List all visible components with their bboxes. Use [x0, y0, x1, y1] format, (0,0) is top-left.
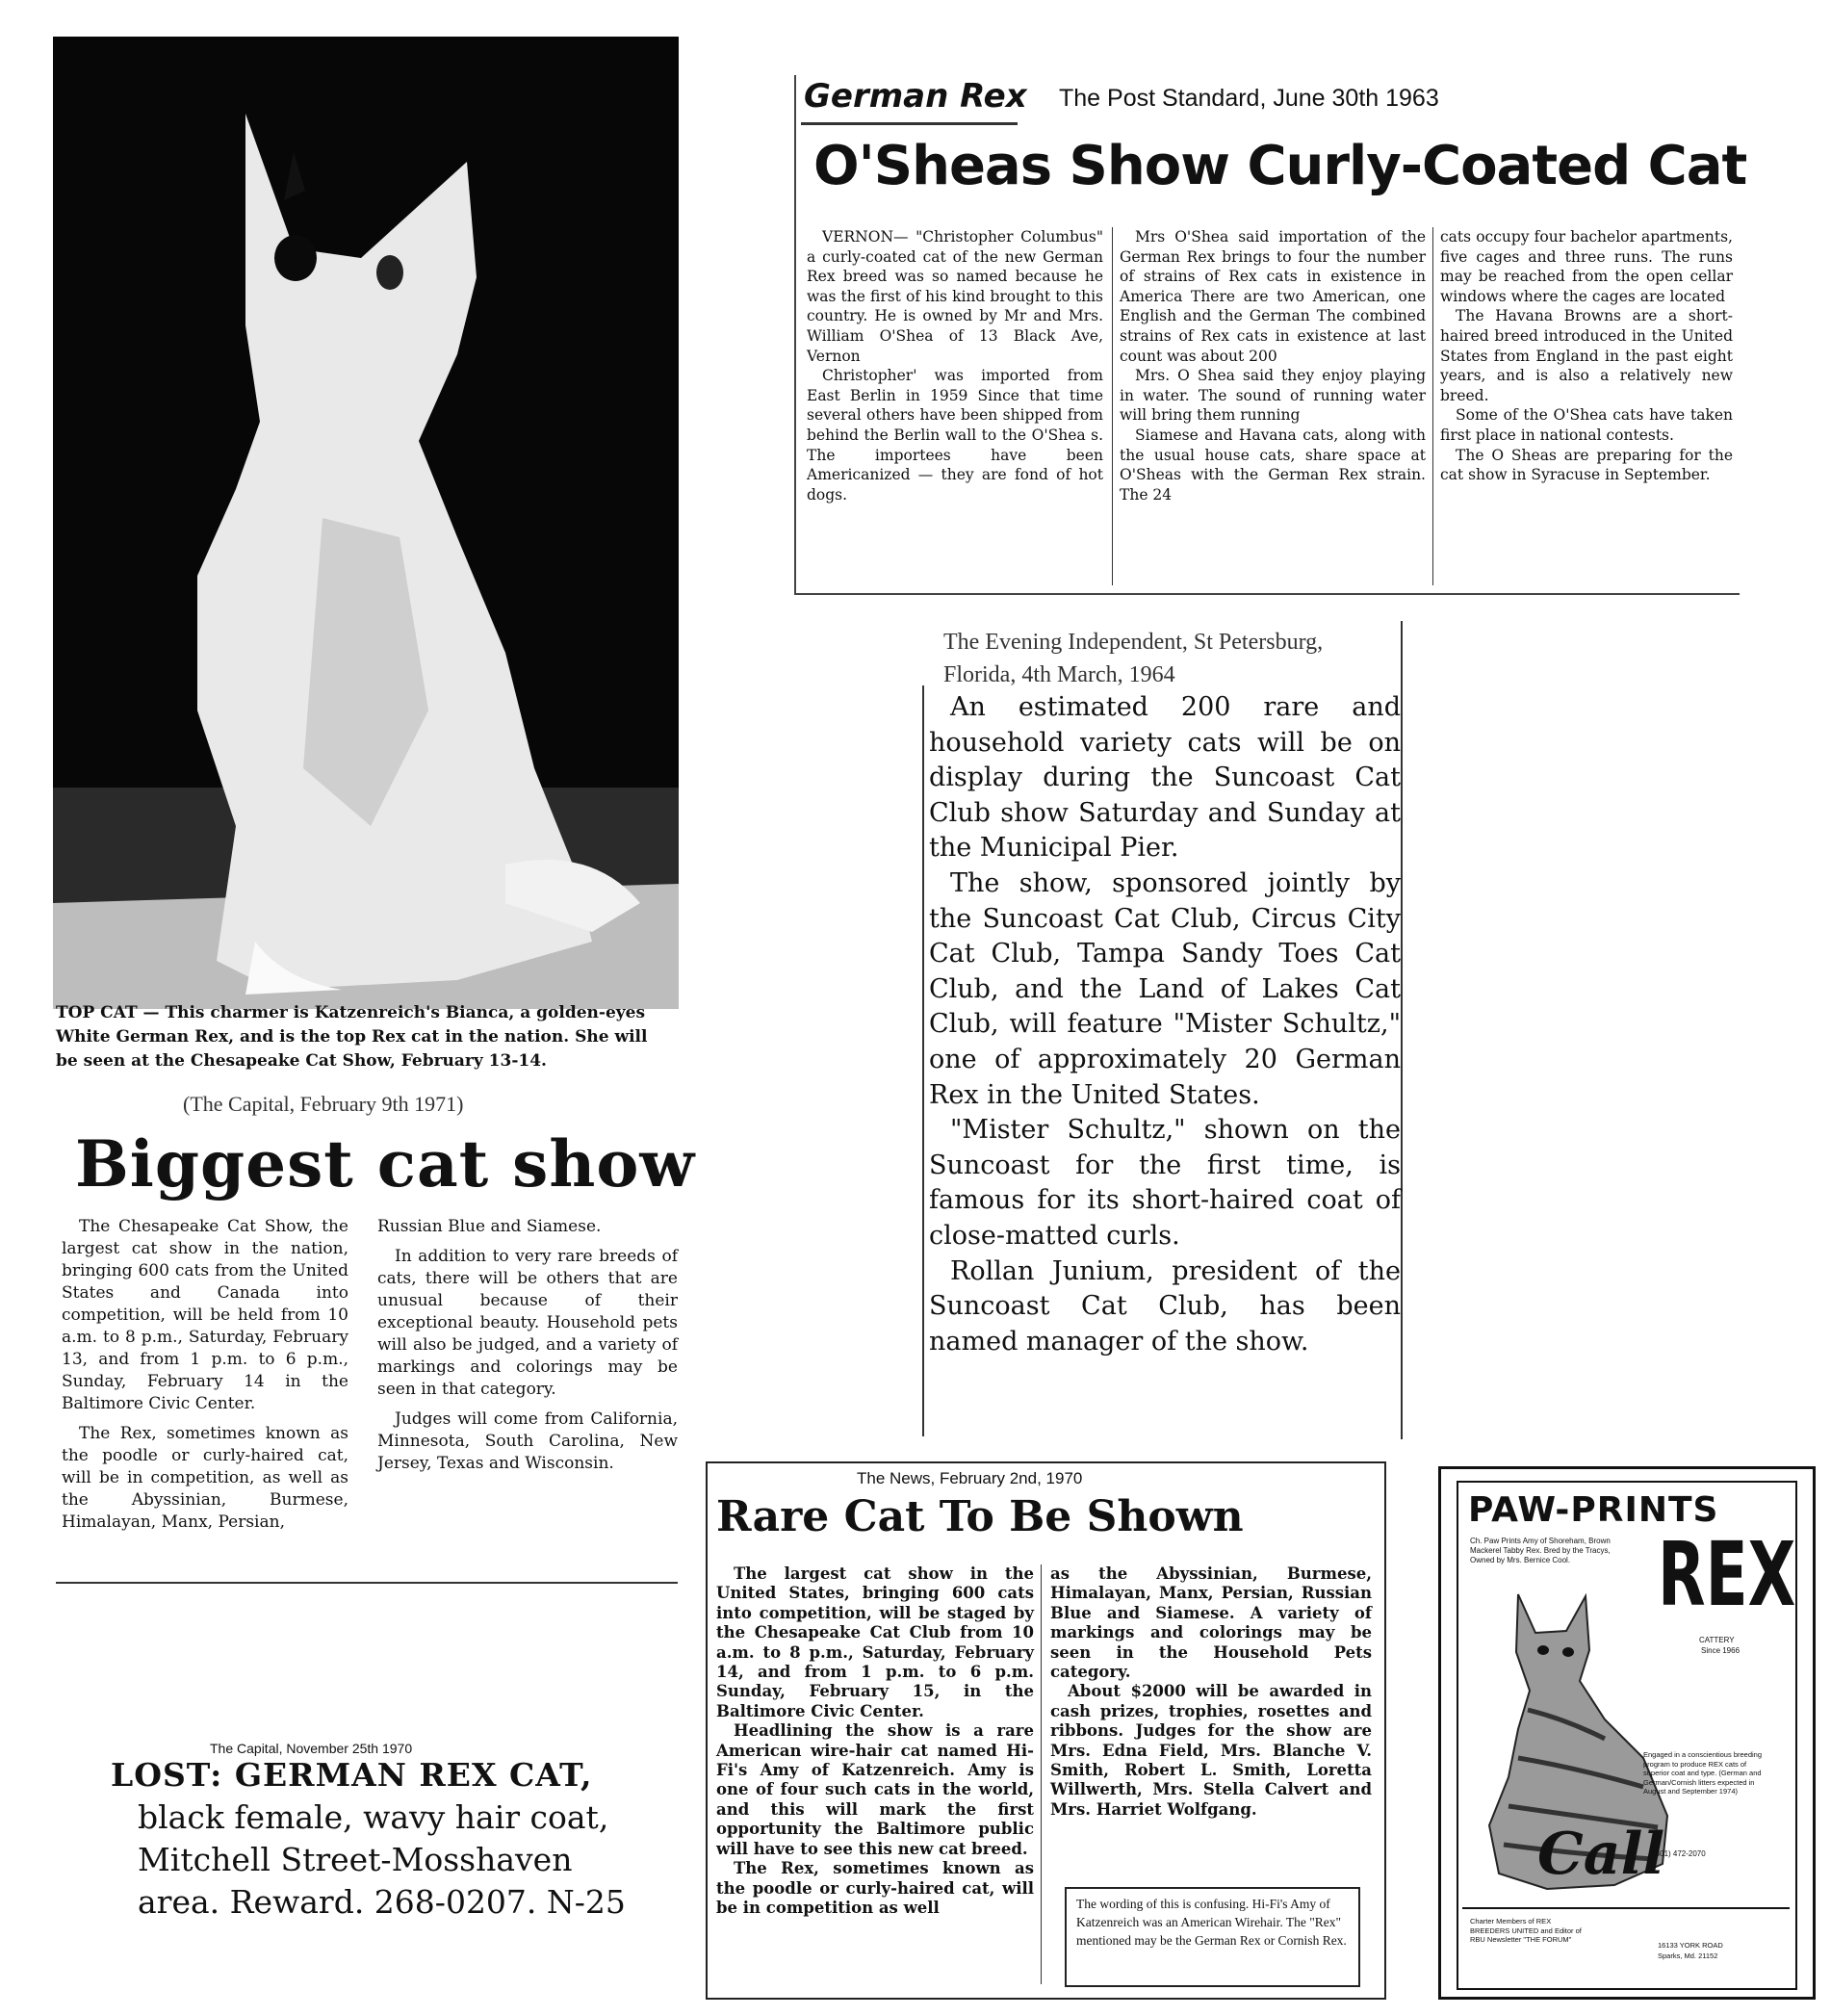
gr-para: The Havana Browns are a short-haired breed introduced in the United States from England in the past eight years, and is also a relatively new breed. — [1440, 307, 1733, 404]
evening-left-rule — [922, 685, 924, 1436]
cat-photo — [53, 37, 679, 1009]
lost-ad — [111, 1754, 626, 1924]
biggest-column-1 — [62, 1216, 348, 1541]
news-column-1 — [716, 1564, 1034, 1918]
ad-address-1: 16133 YORK ROAD — [1658, 1941, 1723, 1950]
ad-divider — [1462, 1907, 1790, 1909]
gr-para: Some of the O'Shea cats have taken first place in national contests. — [1440, 406, 1733, 444]
biggest-para: The Rex, sometimes known as the poodle or curly-haired cat, will be in competition, as well as the Abyssinian, Burmese, Himalayan, Manx, Persian, — [62, 1424, 348, 1532]
news-para: Headlining the show is a rare American wire-hair cat named Hi-Fi's Amy of Katzenreich. Amy is one of four such cats in the world, and this will mark the first opportunity the Baltimore public will have to see this new cat breed. — [716, 1721, 1034, 1858]
german-rex-source: The Post Standard, June 30th 1963 — [1059, 85, 1439, 112]
ad-rex: REX — [1658, 1523, 1796, 1626]
news-para: About $2000 will be awarded in cash prizes, trophies, rosettes and ribbons. Judges for the show are Mrs. Edna Field, Mrs. Blanche V. Smith, Robert L. Smith, Loretta Willwerth, Mrs. Stella Calvert and Mrs. Harriet Wolfgang. — [1050, 1682, 1372, 1819]
ad-address-2: Sparks, Md. 21152 — [1658, 1951, 1718, 1960]
ad-mid-text: Engaged in a conscientious breeding program to produce REX cats of superior coat and type. (German and German/Cornish litters expected in August and September 1974) — [1643, 1750, 1763, 1796]
gr-para: Mrs. O Shea said they enjoy playing in water. The sound of running water will bring them running — [1120, 367, 1426, 425]
ad-phone: (301) 472-2070 — [1653, 1849, 1706, 1858]
biggest-para: The Chesapeake Cat Show, the largest cat show in the nation, bringing 600 cats from the United States and Canada into competition, will be held from 10 a.m. to 8 p.m., Saturday, February 13, and from 1 p.m. to 6 p.m., Sunday, February 14 in the Baltimore Civic Center. — [62, 1217, 348, 1413]
lost-line: Mitchell Street-Mosshaven — [138, 1841, 573, 1878]
news-source: The News, February 2nd, 1970 — [857, 1469, 1083, 1487]
ad-top-text: Ch. Paw Prints Amy of Shoreham, Brown Mackerel Tabby Rex. Bred by the Tracys, Owned by Mrs. Bernice Cool. — [1470, 1537, 1611, 1564]
biggest-para: In addition to very rare breeds of cats, there will be others that are unusual because of their exceptional beauty. Household pets will also be judged, and a variety of markings and colorings may be seen in that category. — [377, 1247, 678, 1399]
gr-para: Mrs O'Shea said importation of the German Rex brings to four the number of strains of Rex cats in existence in America There are two American, one English and the German The combined strains of Rex cats in existence at last count was about 200 — [1120, 228, 1426, 365]
evening-article — [929, 690, 1401, 1359]
news-column-2 — [1050, 1564, 1372, 1820]
lost-line: LOST: GERMAN REX CAT, — [111, 1756, 593, 1794]
ad-title: PAW-PRINTS — [1468, 1490, 1719, 1530]
ad-call: Call — [1537, 1821, 1665, 1888]
biggest-para: Judges will come from California, Minnesota, South Carolina, New Jersey, Texas and Wisconsin. — [377, 1409, 678, 1473]
evening-para: The show, sponsored jointly by the Suncoast Cat Club, Circus City Cat Club, Tampa Sandy Toes Cat Club, and the Land of Lakes Cat Club, will feature "Mister Schultz," one of approximately 20 German Rex in the United States. — [929, 867, 1401, 1110]
top-cat-source: (The Capital, February 9th 1971) — [183, 1092, 464, 1116]
evening-para: An estimated 200 rare and household variety cats will be on display during the Suncoast Cat Club show Saturday and Sunday at the Municipal Pier. — [929, 692, 1401, 864]
biggest-column-2 — [377, 1216, 678, 1483]
ad-since: Since 1966 — [1701, 1646, 1741, 1655]
column-rule — [1041, 1564, 1042, 1984]
biggest-para: Russian Blue and Siamese. — [377, 1217, 602, 1236]
lost-source: The Capital, November 25th 1970 — [210, 1741, 413, 1756]
ad-bottom-left: Charter Members of REX BREEDERS UNITED and Editor of RBU Newsletter "THE FORUM" — [1470, 1917, 1582, 1944]
evening-source: The Evening Independent, St Petersburg, Florida, 4th March, 1964 — [943, 630, 1324, 687]
lost-line: area. Reward. 268-0207. N-25 — [138, 1883, 626, 1921]
news-para: The Rex, sometimes known as the poodle or curly-haired cat, will be in competition as well — [716, 1859, 1034, 1917]
white-cat-illustration — [53, 37, 679, 1009]
paw-prints-ad — [1438, 1466, 1816, 2000]
top-cat-caption: TOP CAT — This charmer is Katzenreich's Bianca, a golden-eyes White German Rex, and is the top Rex cat in the nation. She will be seen at the Chesapeake Cat Show, February 13-14. — [56, 1003, 648, 1071]
evening-right-rule — [1401, 621, 1403, 1439]
news-para: as the Abyssinian, Burmese, Himalayan, Manx, Persian, Russian Blue and Siamese. A variety of markings and colorings may be seen in the Household Pets category. — [1050, 1564, 1372, 1682]
german-rex-headline: O'Sheas Show Curly-Coated Cat — [813, 135, 1747, 197]
gr-para: cats occupy four bachelor apartments, five cages and three runs. The runs may be reached from the open cellar windows where the cages are located — [1440, 228, 1733, 305]
german-rex-column-2 — [1120, 227, 1426, 504]
evening-para: Rollan Junium, president of the Suncoast Cat Club, has been named manager of the show. — [929, 1255, 1401, 1357]
editor-note: The wording of this is confusing. Hi-Fi's Amy of Katzenreich was an American Wirehair. The "Rex" mentioned may be the German Rex or Cornish Rex. — [1065, 1887, 1360, 1987]
column-rule — [1432, 227, 1433, 585]
gr-para: Siamese and Havana cats, along with the usual house cats, share space at O'Sheas with the German Rex strain. The 24 — [1120, 426, 1426, 504]
kicker-underline — [801, 122, 1018, 125]
ad-cattery: CATTERY — [1699, 1636, 1735, 1644]
german-rex-column-1 — [807, 227, 1103, 504]
lost-line: black female, wavy hair coat, — [138, 1798, 609, 1836]
gr-para: Christopher' was imported from East Berlin in 1959 Since that time several others have been shipped from behind the Berlin wall to the O'Shea s. The importees have been Americanized — they are fond of hot dogs. — [807, 367, 1103, 504]
news-para: The largest cat show in the United States, bringing 600 cats into competition, will be staged by the Chesapeake Cat Club from 10 a.m. to 8 p.m., Saturday, February 14, and from 1 p.m. to 6 p.m. Sunday, February 15, in the Baltimore Civic Center. — [716, 1564, 1034, 1720]
german-rex-kicker: German Rex — [804, 77, 1027, 116]
evening-para: "Mister Schultz," shown on the Suncoast for the first time, is famous for its short-haired coat of close-matted curls. — [929, 1115, 1401, 1251]
gr-para: VERNON— "Christopher Columbus" a curly-coated cat of the new German Rex breed was so named because he was the first of his kind brought to this country. He is owned by Mr and Mrs. William O'Shea of 13 Black Ave, Vernon — [807, 228, 1103, 365]
column-rule — [1112, 227, 1113, 585]
gr-para: The O Sheas are preparing for the cat show in Syracuse in September. — [1440, 446, 1733, 484]
biggest-bottom-rule — [56, 1582, 678, 1584]
news-headline: Rare Cat To Be Shown — [716, 1492, 1244, 1541]
german-rex-column-3 — [1440, 227, 1733, 485]
biggest-headline: Biggest cat show — [75, 1126, 696, 1202]
